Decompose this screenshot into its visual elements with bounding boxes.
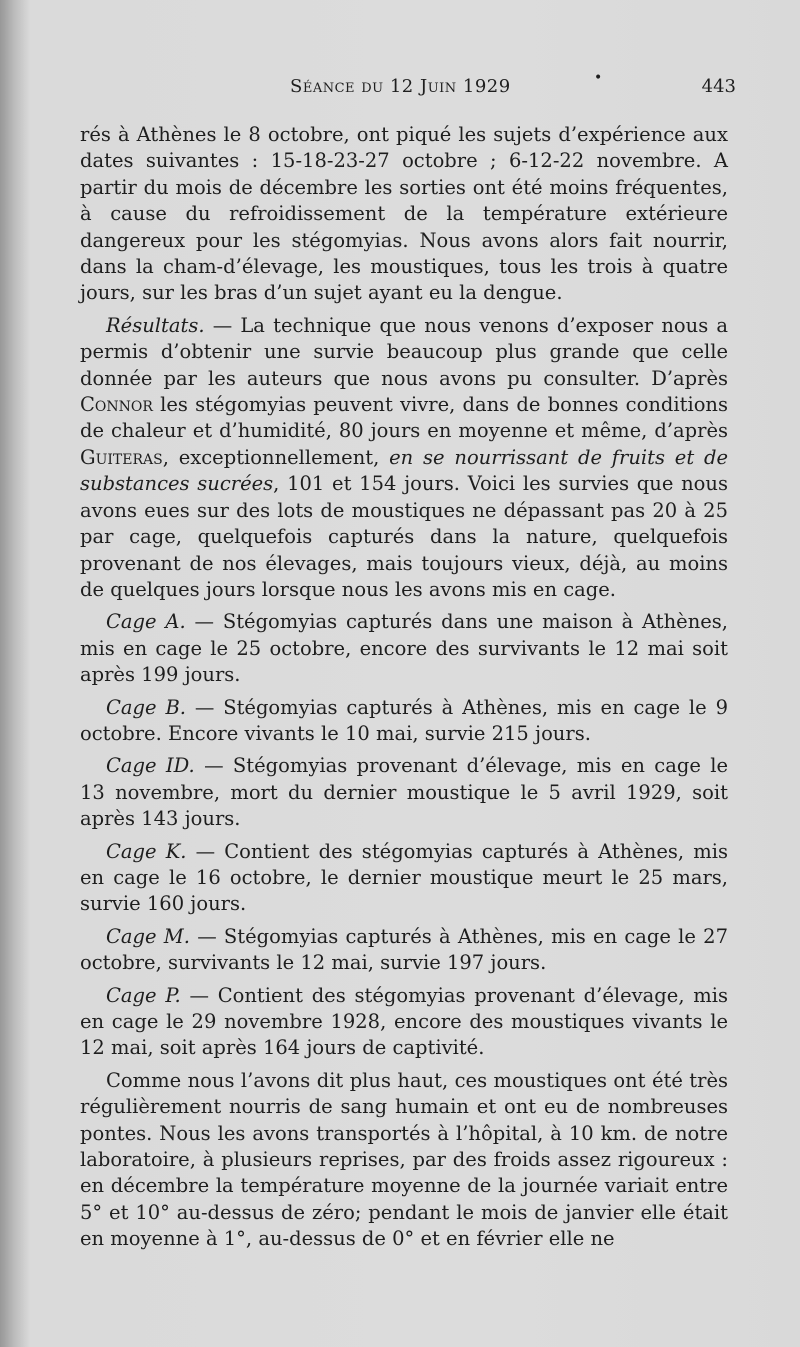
page-header: [80, 70, 736, 106]
cage-m-label: Cage M.: [106, 924, 190, 948]
cage-k-label: Cage K.: [106, 839, 187, 863]
paragraph-cage-b: [80, 695, 728, 748]
cage-p-text: — Contient des stégomyias provenant d’élevage, mis en cage le 29 novembre 1928, encore des moustiques vivants le 12 mai, soit après 164 jours de captivité.: [80, 983, 729, 1060]
cage-b-label: Cage B.: [106, 695, 186, 719]
paragraph-cage-p: [80, 983, 728, 1062]
running-head-word-seance: Séance: [290, 76, 356, 97]
cage-a-text: — Stégomyias capturés dans une maison à Athènes, mis en cage le 25 octobre, encore des survivants le 12 mai soit après 199 jours.: [80, 610, 728, 687]
cage-k-text: — Contient des stégomyias capturés à Athènes, mis en cage le 16 octobre, le dernier moustique meurt le 25 mars, survie 160 jours.: [80, 839, 728, 916]
resultats-italic: en se nourrissant de fruits et de substances sucrées: [80, 445, 728, 496]
paragraph-cage-id: [80, 753, 728, 832]
cage-p-label: Cage P.: [106, 983, 181, 1007]
resultats-text-c: , exceptionnellement,: [162, 445, 390, 469]
running-head: [290, 76, 511, 97]
paragraph-continuation: rés à Athènes le 8 octobre, ont piqué les sujets d’expérience aux dates suivantes : 15-18-23-27 octobre ; 6-12-22 novembre. A partir du mois de décembre les sorties ont été moins fréquentes, à cause du refroidissement de la température extérieure dangereux pour les stégomyias. Nous avons alors fait nourrir, dans la cham-d’élevage, les moustiques, tous les trois à quatre jours, sur les bras d’un sujet ayant eu la dengue.: [80, 123, 728, 305]
body-text: [80, 122, 728, 1253]
paragraph-comme-nous: Comme nous l’avons dit plus haut, ces moustiques ont été très régulièrement nourris de sang humain et ont eu de nombreuses pontes. Nous les avons transportés à l’hôpital, à 10 km. de notre laboratoire, à plusieurs reprises, par des froids assez rigoureux : en décembre la température moyenne de la journée variait entre 5° et 10° au-dessus de zéro; pendant le mois de janvier elle était en moyenne à 1°, au-dessus de 0° et en février elle ne: [80, 1068, 728, 1251]
running-head-year: 1929: [456, 76, 511, 97]
resultats-text-b: les stégomyias peuvent vivre, dans de bonnes conditions de chaleur et d’humidité, 80 jours en moyenne et même, d’après: [80, 393, 728, 443]
running-head-word-juin: Juin: [419, 76, 457, 97]
paragraph-cage-m: [80, 924, 728, 977]
page-number: 443: [701, 76, 736, 97]
resultats-text-a: — La technique que nous venons d’exposer nous a permis d’obtenir une survie beaucoup plus grande que celle donnée par les auteurs que nous avons pu consulter. D’après: [80, 313, 728, 390]
cage-id-label: Cage ID.: [106, 754, 195, 778]
paragraph-cage-k: [80, 839, 728, 918]
bullet-mark: •: [594, 70, 603, 86]
author-connor: Connor: [80, 393, 153, 417]
cage-id-text: — Stégomyias provenant d’élevage, mis en cage le 13 novembre, mort du dernier moustique le 5 avril 1929, soit après 143 jours.: [80, 754, 728, 831]
author-guiteras: Guiteras: [80, 445, 163, 469]
binding-shadow: [0, 0, 30, 1347]
resultats-text-d: , 101 et 154 jours. Voici les survies que nous avons eues sur des lots de moustiques ne dépassant pas 20 à 25 par cage, quelquefois capturés dans la nature, quelquefois provenant de nos élevages, mais toujours vieux, déjà, au moins de quelques jours lorsque nous les avons mis en cage.: [80, 472, 728, 601]
resultats-label: Résultats.: [106, 313, 205, 337]
cage-m-text: — Stégomyias capturés à Athènes, mis en cage le 27 octobre, survivants le 12 mai, survie 197 jours.: [80, 924, 728, 975]
cage-a-label: Cage A.: [106, 610, 186, 634]
paragraph-resultats: [80, 313, 728, 603]
cage-b-text: — Stégomyias capturés à Athènes, mis en cage le 9 octobre. Encore vivants le 10 mai, survie 215 jours.: [80, 695, 728, 745]
running-head-word-du: du 12: [355, 76, 420, 97]
paragraph-cage-a: [80, 609, 728, 688]
